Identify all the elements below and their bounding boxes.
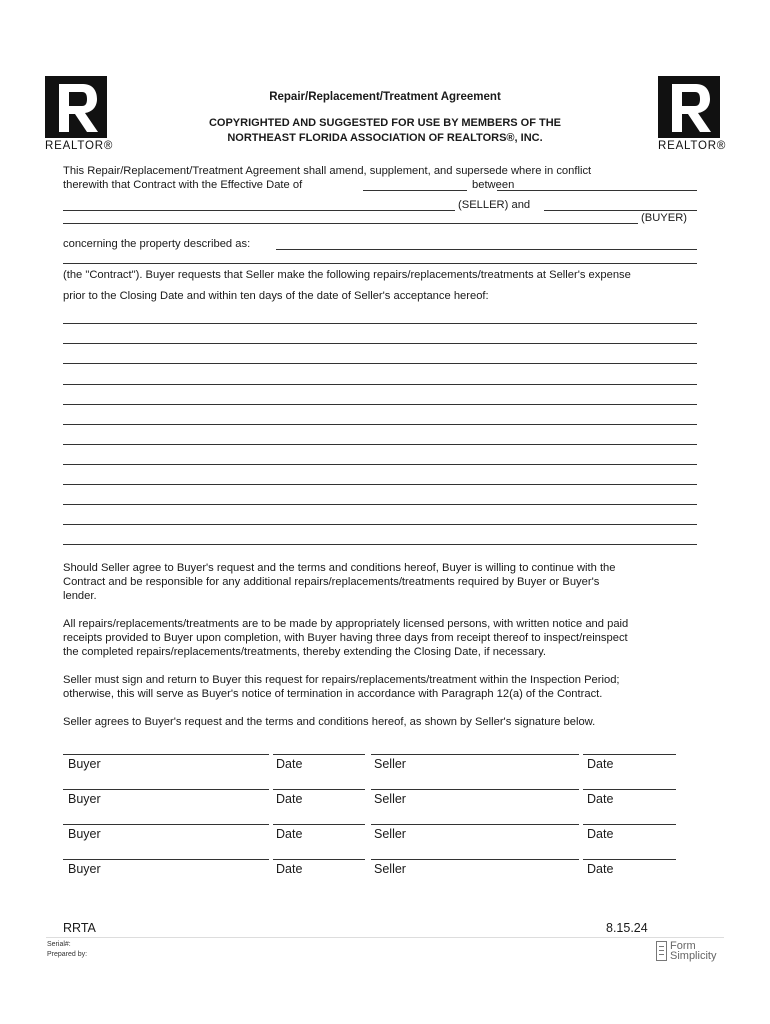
- buyer-signature-field[interactable]: [63, 859, 269, 860]
- buyer-label: Buyer: [68, 827, 101, 841]
- para1-line-2: Contract and be responsible for any additional repairs/replacements/treatments required by Buyer or Buyer's: [63, 576, 600, 588]
- date-label: Date: [587, 757, 614, 771]
- buyer-signature-field[interactable]: [63, 824, 269, 825]
- buyer-date-field[interactable]: [273, 754, 365, 755]
- buyer-label: Buyer: [68, 792, 101, 806]
- buyer-date-field[interactable]: [273, 859, 365, 860]
- form-version: 8.15.24: [606, 921, 648, 935]
- contract-line-1: (the "Contract"). Buyer requests that Seller make the following repairs/replacements/treatments at Seller's expense: [63, 269, 631, 281]
- realtor-wordmark: REALTOR®: [658, 140, 727, 152]
- para1-line-3: lender.: [63, 590, 97, 602]
- concerning-label: concerning the property described as:: [63, 238, 251, 250]
- date-label: Date: [276, 757, 303, 771]
- brand-line-1: Form: [670, 940, 696, 952]
- seller-signature-field[interactable]: [371, 824, 579, 825]
- realtor-wordmark: REALTOR®: [45, 140, 114, 152]
- form-code: RRTA: [63, 921, 96, 935]
- para2-line-1: All repairs/replacements/treatments are to be made by appropriately licensed persons, with written notice and paid: [63, 618, 629, 630]
- buyer-date-field[interactable]: [273, 824, 365, 825]
- date-label: Date: [276, 827, 303, 841]
- para2-line-3: the completed repairs/replacements/treatments, thereby extending the Closing Date, if necessary.: [63, 646, 546, 658]
- repairs-line-3[interactable]: [63, 363, 697, 364]
- serial-label: Serial#:: [47, 941, 71, 948]
- seller-signature-field[interactable]: [371, 859, 579, 860]
- repairs-line-6[interactable]: [63, 424, 697, 425]
- brand-line-2: Simplicity: [670, 950, 717, 962]
- seller-label: Seller: [374, 827, 406, 841]
- document-icon: [656, 941, 667, 961]
- seller-label: Seller: [374, 792, 406, 806]
- repairs-line-7[interactable]: [63, 444, 697, 445]
- seller-signature-field[interactable]: [371, 789, 579, 790]
- buyer-signature-field[interactable]: [63, 789, 269, 790]
- buyer-label: Buyer: [68, 757, 101, 771]
- intro-line-1: This Repair/Replacement/Treatment Agreement shall amend, supplement, and supersede where in conflict: [63, 165, 592, 177]
- repairs-line-11[interactable]: [63, 524, 697, 525]
- seller-label: Seller: [374, 757, 406, 771]
- para4-line: Seller agrees to Buyer's request and the terms and conditions hereof, as shown by Seller's signature below.: [63, 716, 596, 728]
- seller-date-field[interactable]: [583, 824, 676, 825]
- seller-name-field-1[interactable]: [497, 190, 697, 191]
- buyer-signature-field[interactable]: [63, 754, 269, 755]
- document-title: Repair/Replacement/Treatment Agreement: [269, 91, 501, 103]
- repairs-line-2[interactable]: [63, 343, 697, 344]
- footer-divider: [46, 937, 724, 938]
- buyer-label: (BUYER): [641, 212, 687, 224]
- contract-line-2: prior to the Closing Date and within ten days of the date of Seller's acceptance hereof:: [63, 290, 489, 302]
- effective-date-field[interactable]: [363, 190, 467, 191]
- repairs-line-1[interactable]: [63, 323, 697, 324]
- copyright-line-2: NORTHEAST FLORIDA ASSOCIATION OF REALTORS®, INC.: [227, 132, 543, 144]
- property-field-1[interactable]: [276, 249, 697, 250]
- date-label: Date: [276, 862, 303, 876]
- repairs-line-5[interactable]: [63, 404, 697, 405]
- prepared-by-label: Prepared by:: [47, 951, 88, 958]
- repairs-line-12[interactable]: [63, 544, 697, 545]
- repairs-line-8[interactable]: [63, 464, 697, 465]
- seller-signature-field[interactable]: [371, 754, 579, 755]
- date-label: Date: [587, 862, 614, 876]
- seller-date-field[interactable]: [583, 789, 676, 790]
- repairs-line-4[interactable]: [63, 384, 697, 385]
- seller-name-field-2[interactable]: [63, 210, 455, 211]
- repairs-line-9[interactable]: [63, 484, 697, 485]
- property-field-2[interactable]: [63, 263, 697, 264]
- intro-line-2a: therewith that Contract with the Effective Date of: [63, 179, 303, 191]
- form-simplicity-logo: [656, 941, 716, 961]
- seller-label: Seller: [374, 862, 406, 876]
- para1-line-1: Should Seller agree to Buyer's request and the terms and conditions hereof, Buyer is willing to continue with the: [63, 562, 616, 574]
- buyer-name-field-2[interactable]: [63, 223, 638, 224]
- seller-date-field[interactable]: [583, 754, 676, 755]
- date-label: Date: [276, 792, 303, 806]
- intro-line-2b: between: [472, 179, 515, 191]
- para3-line-2: otherwise, this will serve as Buyer's notice of termination in accordance with Paragraph 12(a) of the Contract.: [63, 688, 603, 700]
- repairs-line-10[interactable]: [63, 504, 697, 505]
- buyer-label: Buyer: [68, 862, 101, 876]
- copyright-line-1: COPYRIGHTED AND SUGGESTED FOR USE BY MEMBERS OF THE: [208, 117, 562, 129]
- date-label: Date: [587, 792, 614, 806]
- seller-label: (SELLER) and: [458, 199, 531, 211]
- buyer-date-field[interactable]: [273, 789, 365, 790]
- date-label: Date: [587, 827, 614, 841]
- para3-line-1: Seller must sign and return to Buyer this request for repairs/replacements/treatment within the Inspection Period;: [63, 674, 620, 686]
- para2-line-2: receipts provided to Buyer upon completion, with Buyer having three days from receipt thereof to inspect/reinspect: [63, 632, 628, 644]
- seller-date-field[interactable]: [583, 859, 676, 860]
